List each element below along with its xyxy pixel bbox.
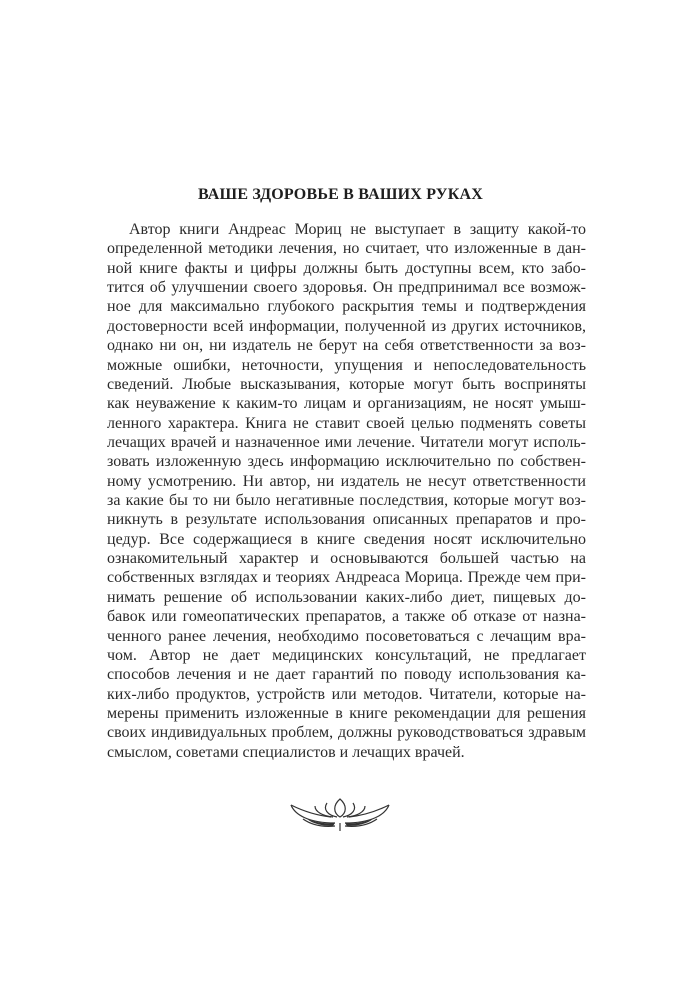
- text-line: ной книге факты и цифры должны быть доступны всем, кто забо-: [107, 259, 586, 277]
- text-line: ное для максимально глубокого раскрытия темы и подтверждения: [107, 298, 586, 316]
- text-line: ченного ранее лечения, необходимо посоветоваться с лечащим вра-: [107, 627, 586, 645]
- disclaimer-paragraph: [107, 220, 586, 762]
- text-line: ленного характера. Книга не ставит своей целью подменять советы: [107, 414, 586, 432]
- text-line: никнуть в результате использования описанных препаратов и про-: [107, 511, 586, 529]
- text-line: ознакомительный характер и основываются большей частью на: [107, 550, 586, 568]
- text-line: можные ошибки, неточности, упущения и непоследовательность: [107, 356, 586, 374]
- text-line: своих индивидуальных проблем, должны руководствоваться здравым: [107, 724, 586, 742]
- text-line: мерены применить изложенные в книге рекомендации для решения: [107, 704, 586, 722]
- text-line: нимать решение об использовании каких-либо диет, пищевых до-: [107, 588, 586, 606]
- text-line: Автор книги Андреас Мориц не выступает в защиту какой-то: [129, 221, 586, 238]
- text-line: как неуважение к каким-то лицам и организациям, не носят умыш-: [107, 395, 586, 413]
- text-line: однако ни он, ни издатель не берут на себя ответственности за воз-: [107, 337, 586, 355]
- text-line: бавок или гомеопатических препаратов, а также об отказе от назна-: [107, 608, 586, 626]
- text-line: чом. Автор не дает медицинских консультаций, не предлагает: [107, 646, 586, 664]
- page-title: ВАШЕ ЗДОРОВЬЕ В ВАШИХ РУКАХ: [197, 186, 484, 203]
- text-line: цедур. Все содержащиеся в книге сведения носят исключительно: [107, 530, 586, 548]
- text-line: тится об улучшении своего здоровья. Он предпринимал все возмож-: [107, 279, 586, 297]
- text-line: ному усмотрению. Ни автор, ни издатель не несут ответственности: [107, 472, 586, 490]
- text-line: способов лечения и не дает гарантий по поводу использования ка-: [107, 666, 586, 684]
- text-line: смыслом, советами специалистов и лечащих врачей.: [107, 743, 465, 761]
- text-line: лечащих врачей и назначенное ими лечение. Читатели могут исполь-: [107, 433, 586, 451]
- text-line: собственных взглядах и теориях Андреаса Морица. Прежде чем при-: [107, 569, 586, 587]
- text-line: за какие бы то ни было негативные последствия, которые могут воз-: [107, 492, 586, 510]
- text-line: ких-либо продуктов, устройств или методов. Читатели, которые на-: [107, 685, 586, 703]
- text-line: определенной методики лечения, но считает, что изложенные в дан-: [107, 240, 586, 258]
- text-line: сведений. Любые высказывания, которые могут быть восприняты: [107, 375, 586, 393]
- text-line: зовать изложенную здесь информацию исключительно по собствен-: [107, 453, 586, 471]
- lotus-in-hands-icon: [285, 793, 395, 833]
- text-line: достоверности всей информации, полученной из других источников,: [107, 317, 586, 335]
